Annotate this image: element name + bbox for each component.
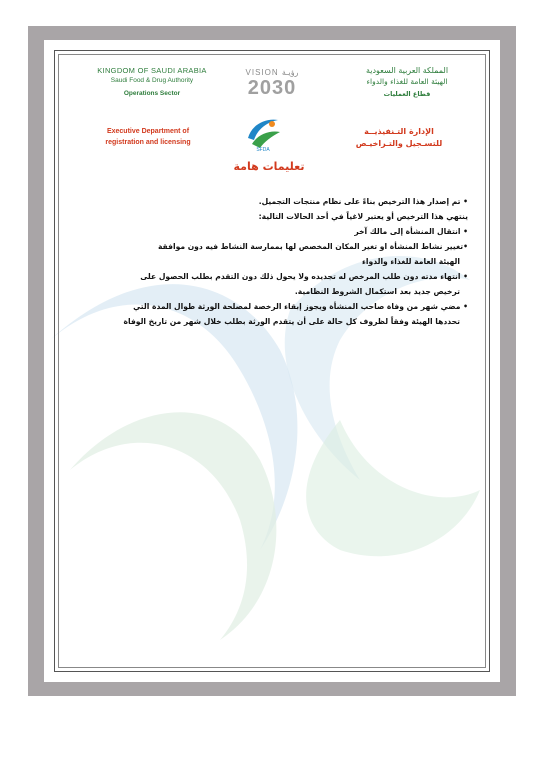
header-left-english xyxy=(82,66,222,97)
authority-label-ar: الهيئة العامة للغذاء والدواء xyxy=(366,77,448,86)
dept-en-line1: Executive Department of xyxy=(106,128,190,135)
kingdom-label-ar: المملكة العربية السعودية xyxy=(365,66,449,75)
body-line: • تم إصدار هذا الترخيص بناءً على نظام منتجات التجميل. xyxy=(258,197,468,206)
body-line: • انتهاء مدته دون طلب المرخص له تجديده ولا يحول ذلك دون التقدم بطلب الحصول على xyxy=(140,272,468,281)
body-line: • انتقال المنشأة إلى مالك آخر xyxy=(354,227,468,236)
vision-year: 2030 xyxy=(247,77,297,99)
body-line: تحددها الهيئة وفقاً لظروف كل حالة على أن يتقدم الورثة بطلب خلال شهر من تاريخ الوفاة xyxy=(123,317,460,326)
vision-label: VISION رؤيـة xyxy=(245,68,299,77)
kingdom-label: KINGDOM OF SAUDI ARABIA xyxy=(97,66,207,75)
body-line: • مضي شهر من وفاة صاحب المنشأة ويجوز إبقاء الرخصة لمصلحة الورثة طوال المدة التي xyxy=(133,302,468,311)
body-line: •تغيير نشاط المنشأة او تغير المكان المخصص لها بممارسة النشاط فيه دون موافقة xyxy=(157,242,468,251)
authority-label: Saudi Food & Drug Authority xyxy=(110,77,194,84)
dept-en-line2: registration and licensing xyxy=(105,139,191,146)
department-arabic xyxy=(339,126,459,150)
dept-ar-line2: للتسـجيل والتـراخيـص xyxy=(355,139,443,148)
dept-ar-line1: الإدارة التـنفيذيــة xyxy=(364,127,434,136)
department-english xyxy=(78,126,218,148)
svg-text:SFDA: SFDA xyxy=(256,147,270,152)
body-line: ينتهي هذا الترخيص أو يعتبر لاغياً في أحد الحالات التالية: xyxy=(258,212,468,221)
sfda-logo-icon xyxy=(242,114,284,152)
vision-2030-logo xyxy=(228,68,316,106)
sector-label: Operations Sector xyxy=(123,90,181,97)
instructions-body xyxy=(88,194,468,329)
sector-label-ar: قطاع العمليات xyxy=(383,90,431,98)
page-title: تعليمات هامة xyxy=(233,160,305,173)
body-line: ترخيص جديد بعد استكمال الشروط النظامية. xyxy=(294,287,460,296)
header-right-arabic xyxy=(347,66,467,98)
body-line: الهيئة العامة للغذاء والدواء xyxy=(362,257,460,266)
